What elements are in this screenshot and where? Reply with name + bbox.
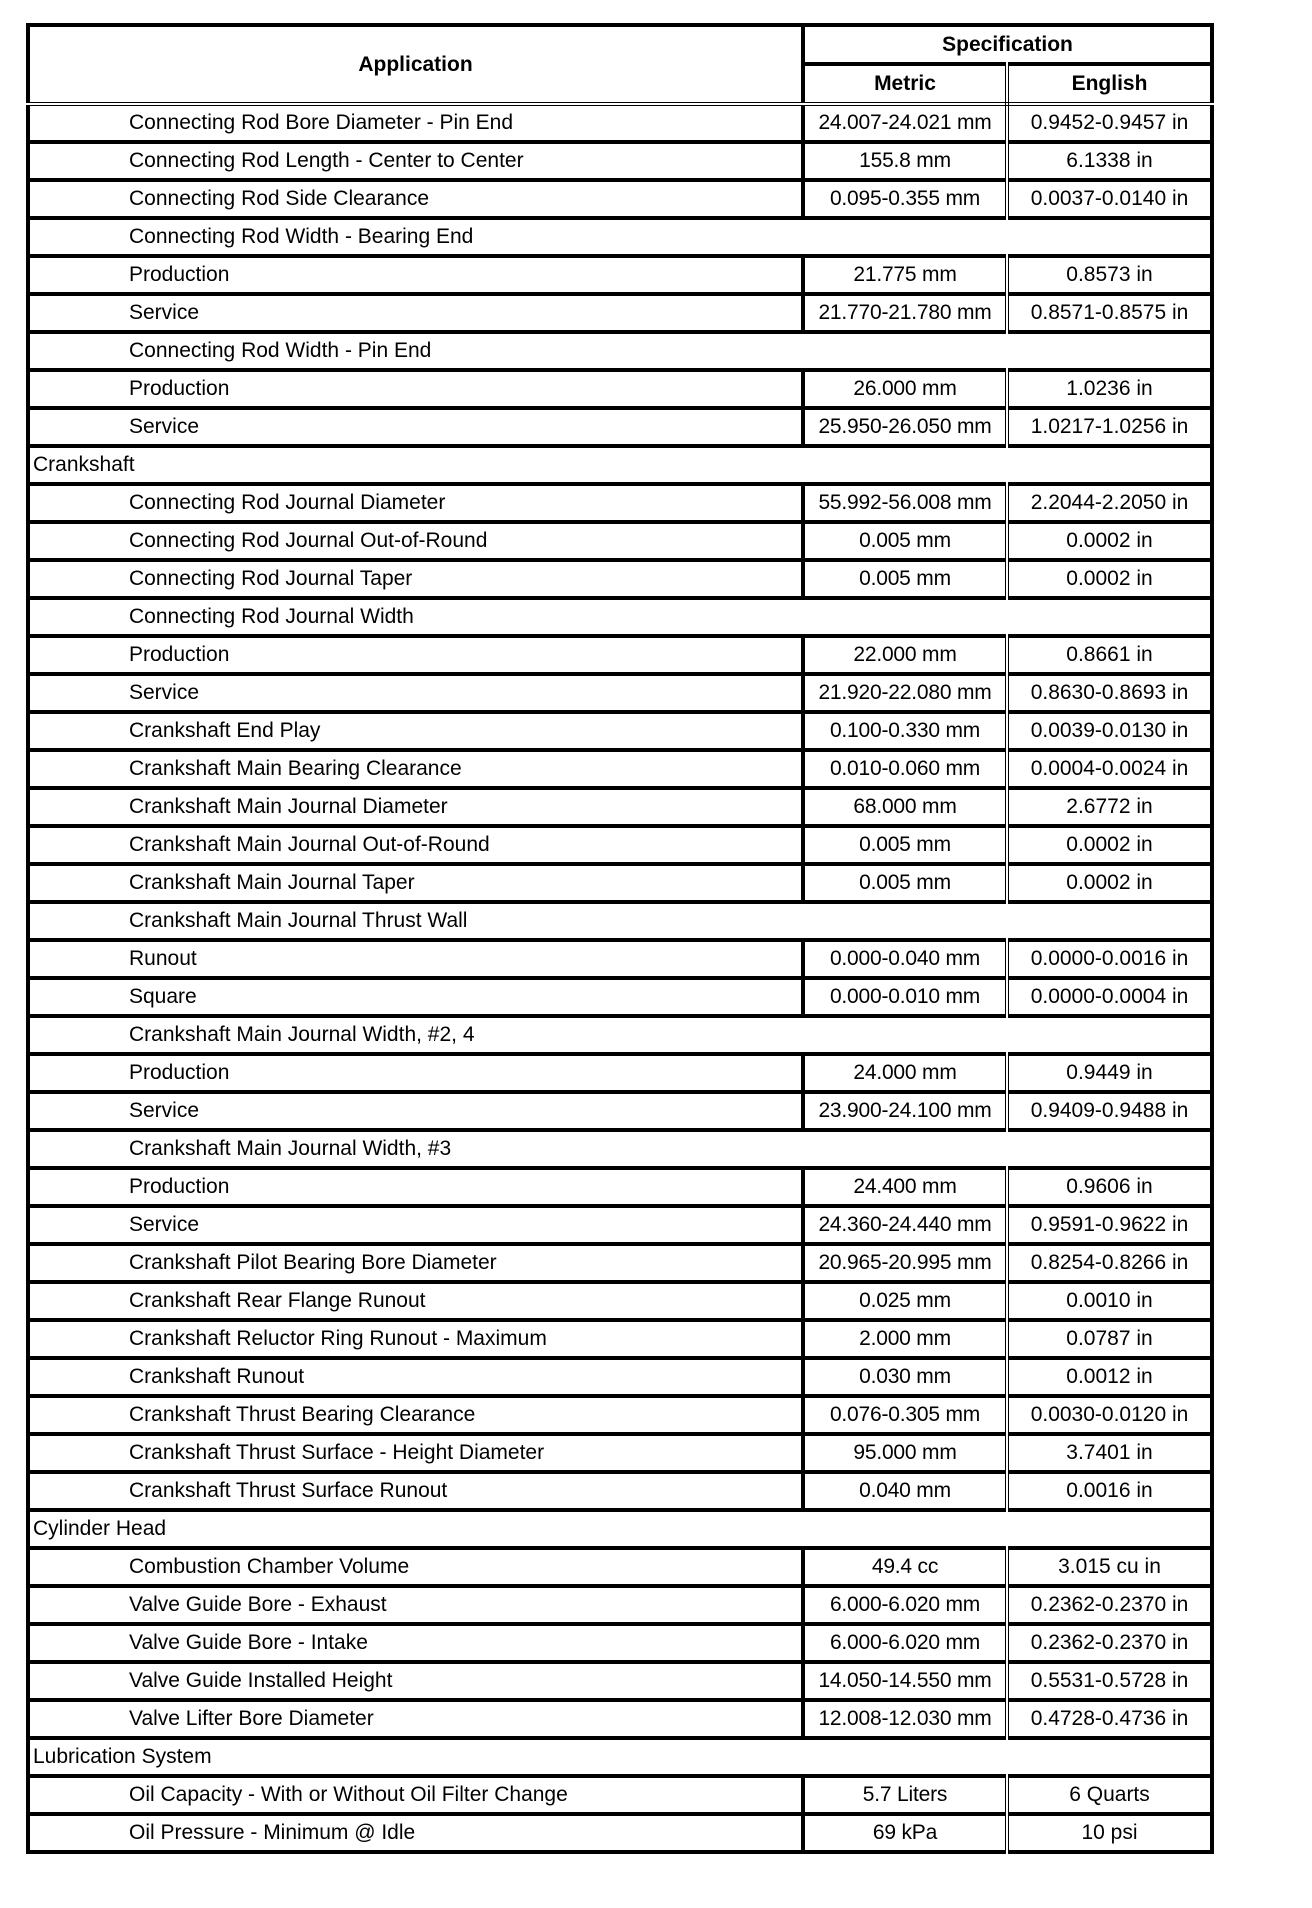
application-cell: Production [28, 1054, 803, 1092]
application-cell: Production [28, 636, 803, 674]
metric-value-cell: 49.4 cc [803, 1548, 1007, 1586]
metric-value-cell: 23.900-24.100 mm [803, 1092, 1007, 1130]
specification-column-header: Specification [803, 25, 1212, 64]
application-cell: Oil Pressure - Minimum @ Idle [28, 1814, 803, 1852]
table-row [28, 1244, 1212, 1282]
metric-value-cell: 155.8 mm [803, 142, 1007, 180]
english-value-cell: 0.0039-0.0130 in [1007, 712, 1212, 750]
metric-value-cell: 21.770-21.780 mm [803, 294, 1007, 332]
application-cell: Connecting Rod Length - Center to Center [28, 142, 803, 180]
metric-value-cell: 14.050-14.550 mm [803, 1662, 1007, 1700]
table-row [28, 788, 1212, 826]
table-row [28, 636, 1212, 674]
subgroup-header-row [28, 902, 1212, 940]
table-body [28, 104, 1212, 1852]
metric-value-cell: 26.000 mm [803, 370, 1007, 408]
english-value-cell: 1.0217-1.0256 in [1007, 408, 1212, 446]
application-cell: Connecting Rod Journal Taper [28, 560, 803, 598]
metric-value-cell: 20.965-20.995 mm [803, 1244, 1007, 1282]
english-value-cell: 0.0000-0.0016 in [1007, 940, 1212, 978]
application-cell: Production [28, 1168, 803, 1206]
subgroup-title: Crankshaft Main Journal Thrust Wall [28, 902, 1212, 940]
application-cell: Combustion Chamber Volume [28, 1548, 803, 1586]
table-row [28, 1662, 1212, 1700]
english-value-cell: 6 Quarts [1007, 1776, 1212, 1814]
subgroup-title: Connecting Rod Width - Bearing End [28, 218, 1212, 256]
table-row [28, 1624, 1212, 1662]
metric-value-cell: 2.000 mm [803, 1320, 1007, 1358]
metric-value-cell: 22.000 mm [803, 636, 1007, 674]
metric-value-cell: 0.005 mm [803, 864, 1007, 902]
table-row [28, 940, 1212, 978]
english-value-cell: 0.0012 in [1007, 1358, 1212, 1396]
table-header [28, 25, 1212, 104]
english-value-cell: 0.0002 in [1007, 560, 1212, 598]
english-value-cell: 0.0010 in [1007, 1282, 1212, 1320]
metric-value-cell: 69 kPa [803, 1814, 1007, 1852]
english-value-cell: 0.0004-0.0024 in [1007, 750, 1212, 788]
table-row [28, 256, 1212, 294]
english-value-cell: 0.9591-0.9622 in [1007, 1206, 1212, 1244]
application-column-header: Application [28, 25, 803, 104]
metric-value-cell: 24.000 mm [803, 1054, 1007, 1092]
table-row [28, 1054, 1212, 1092]
application-cell: Production [28, 370, 803, 408]
metric-value-cell: 0.010-0.060 mm [803, 750, 1007, 788]
application-cell: Valve Lifter Bore Diameter [28, 1700, 803, 1738]
subgroup-header-row [28, 332, 1212, 370]
table-row [28, 1358, 1212, 1396]
application-cell: Crankshaft Rear Flange Runout [28, 1282, 803, 1320]
application-cell: Crankshaft Reluctor Ring Runout - Maximum [28, 1320, 803, 1358]
application-cell: Service [28, 408, 803, 446]
subgroup-header-row [28, 218, 1212, 256]
subgroup-title: Crankshaft Main Journal Width, #3 [28, 1130, 1212, 1168]
metric-value-cell: 24.400 mm [803, 1168, 1007, 1206]
subgroup-header-row [28, 598, 1212, 636]
metric-value-cell: 0.005 mm [803, 560, 1007, 598]
english-value-cell: 0.5531-0.5728 in [1007, 1662, 1212, 1700]
metric-column-header: Metric [803, 64, 1007, 104]
english-value-cell: 2.2044-2.2050 in [1007, 484, 1212, 522]
table-row [28, 1434, 1212, 1472]
metric-value-cell: 25.950-26.050 mm [803, 408, 1007, 446]
metric-value-cell: 0.000-0.010 mm [803, 978, 1007, 1016]
application-cell: Service [28, 1206, 803, 1244]
application-cell: Oil Capacity - With or Without Oil Filter Change [28, 1776, 803, 1814]
metric-value-cell: 6.000-6.020 mm [803, 1586, 1007, 1624]
table-row [28, 1472, 1212, 1510]
metric-value-cell: 0.000-0.040 mm [803, 940, 1007, 978]
metric-value-cell: 0.005 mm [803, 826, 1007, 864]
application-cell: Square [28, 978, 803, 1016]
table-row [28, 674, 1212, 712]
metric-value-cell: 0.100-0.330 mm [803, 712, 1007, 750]
table-row [28, 1168, 1212, 1206]
english-value-cell: 0.9606 in [1007, 1168, 1212, 1206]
metric-value-cell: 68.000 mm [803, 788, 1007, 826]
metric-value-cell: 0.040 mm [803, 1472, 1007, 1510]
metric-value-cell: 55.992-56.008 mm [803, 484, 1007, 522]
application-cell: Crankshaft Main Journal Taper [28, 864, 803, 902]
table-row [28, 560, 1212, 598]
section-header-row [28, 446, 1212, 484]
table-row [28, 750, 1212, 788]
subgroup-header-row [28, 1130, 1212, 1168]
application-cell: Crankshaft Main Journal Out-of-Round [28, 826, 803, 864]
subgroup-header-row [28, 1016, 1212, 1054]
table-row [28, 180, 1212, 218]
english-value-cell: 0.8630-0.8693 in [1007, 674, 1212, 712]
english-value-cell: 0.8661 in [1007, 636, 1212, 674]
application-cell: Crankshaft Thrust Bearing Clearance [28, 1396, 803, 1434]
table-row [28, 142, 1212, 180]
table-row [28, 1092, 1212, 1130]
metric-value-cell: 12.008-12.030 mm [803, 1700, 1007, 1738]
english-value-cell: 2.6772 in [1007, 788, 1212, 826]
table-row [28, 1548, 1212, 1586]
subgroup-title: Connecting Rod Width - Pin End [28, 332, 1212, 370]
table-row [28, 1700, 1212, 1738]
application-cell: Crankshaft Thrust Surface - Height Diameter [28, 1434, 803, 1472]
english-value-cell: 0.0000-0.0004 in [1007, 978, 1212, 1016]
table-row [28, 484, 1212, 522]
english-value-cell: 0.2362-0.2370 in [1007, 1624, 1212, 1662]
section-header-row [28, 1510, 1212, 1548]
table-row [28, 522, 1212, 560]
metric-value-cell: 6.000-6.020 mm [803, 1624, 1007, 1662]
metric-value-cell: 21.775 mm [803, 256, 1007, 294]
english-value-cell: 6.1338 in [1007, 142, 1212, 180]
english-value-cell: 0.8573 in [1007, 256, 1212, 294]
application-cell: Runout [28, 940, 803, 978]
application-cell: Crankshaft Main Journal Diameter [28, 788, 803, 826]
section-title: Cylinder Head [28, 1510, 1212, 1548]
english-value-cell: 0.2362-0.2370 in [1007, 1586, 1212, 1624]
english-value-cell: 3.7401 in [1007, 1434, 1212, 1472]
english-value-cell: 0.8571-0.8575 in [1007, 294, 1212, 332]
application-cell: Valve Guide Bore - Exhaust [28, 1586, 803, 1624]
english-value-cell: 0.0002 in [1007, 826, 1212, 864]
metric-value-cell: 21.920-22.080 mm [803, 674, 1007, 712]
english-value-cell: 0.4728-0.4736 in [1007, 1700, 1212, 1738]
table-row [28, 1206, 1212, 1244]
table-row [28, 826, 1212, 864]
english-value-cell: 0.0030-0.0120 in [1007, 1396, 1212, 1434]
table-row [28, 408, 1212, 446]
table-row [28, 1776, 1212, 1814]
application-cell: Valve Guide Installed Height [28, 1662, 803, 1700]
metric-value-cell: 24.360-24.440 mm [803, 1206, 1007, 1244]
table-row [28, 1814, 1212, 1852]
metric-value-cell: 5.7 Liters [803, 1776, 1007, 1814]
application-cell: Service [28, 674, 803, 712]
table-row [28, 370, 1212, 408]
english-value-cell: 0.0016 in [1007, 1472, 1212, 1510]
table-row [28, 294, 1212, 332]
application-cell: Crankshaft Main Bearing Clearance [28, 750, 803, 788]
metric-value-cell: 0.095-0.355 mm [803, 180, 1007, 218]
table-row [28, 1586, 1212, 1624]
application-cell: Connecting Rod Journal Out-of-Round [28, 522, 803, 560]
section-header-row [28, 1738, 1212, 1776]
application-cell: Connecting Rod Bore Diameter - Pin End [28, 104, 803, 142]
metric-value-cell: 0.005 mm [803, 522, 1007, 560]
english-value-cell: 0.0037-0.0140 in [1007, 180, 1212, 218]
table-row [28, 864, 1212, 902]
english-value-cell: 0.9449 in [1007, 1054, 1212, 1092]
application-cell: Crankshaft Runout [28, 1358, 803, 1396]
application-cell: Service [28, 1092, 803, 1130]
english-value-cell: 0.9409-0.9488 in [1007, 1092, 1212, 1130]
application-cell: Crankshaft End Play [28, 712, 803, 750]
metric-value-cell: 0.025 mm [803, 1282, 1007, 1320]
english-value-cell: 0.9452-0.9457 in [1007, 104, 1212, 142]
metric-value-cell: 95.000 mm [803, 1434, 1007, 1472]
table-row [28, 712, 1212, 750]
english-value-cell: 0.0787 in [1007, 1320, 1212, 1358]
section-title: Lubrication System [28, 1738, 1212, 1776]
application-cell: Production [28, 256, 803, 294]
application-cell: Crankshaft Thrust Surface Runout [28, 1472, 803, 1510]
english-value-cell: 1.0236 in [1007, 370, 1212, 408]
english-value-cell: 0.8254-0.8266 in [1007, 1244, 1212, 1282]
header-row-top [28, 25, 1212, 64]
english-value-cell: 0.0002 in [1007, 522, 1212, 560]
metric-value-cell: 0.030 mm [803, 1358, 1007, 1396]
application-cell: Valve Guide Bore - Intake [28, 1624, 803, 1662]
application-cell: Service [28, 294, 803, 332]
application-cell: Connecting Rod Side Clearance [28, 180, 803, 218]
english-value-cell: 0.0002 in [1007, 864, 1212, 902]
application-cell: Crankshaft Pilot Bearing Bore Diameter [28, 1244, 803, 1282]
subgroup-title: Connecting Rod Journal Width [28, 598, 1212, 636]
table-row [28, 1396, 1212, 1434]
english-column-header: English [1007, 64, 1212, 104]
table-row [28, 104, 1212, 142]
english-value-cell: 10 psi [1081, 1821, 1138, 1844]
section-title: Crankshaft [28, 446, 1212, 484]
english-value-cell: 3.015 cu in [1007, 1548, 1212, 1586]
specification-table [26, 23, 1214, 1854]
subgroup-title: Crankshaft Main Journal Width, #2, 4 [28, 1016, 1212, 1054]
metric-value-cell: 0.076-0.305 mm [803, 1396, 1007, 1434]
table-row [28, 978, 1212, 1016]
application-cell: Connecting Rod Journal Diameter [28, 484, 803, 522]
metric-value-cell: 24.007-24.021 mm [803, 104, 1007, 142]
table-row [28, 1282, 1212, 1320]
table-row [28, 1320, 1212, 1358]
